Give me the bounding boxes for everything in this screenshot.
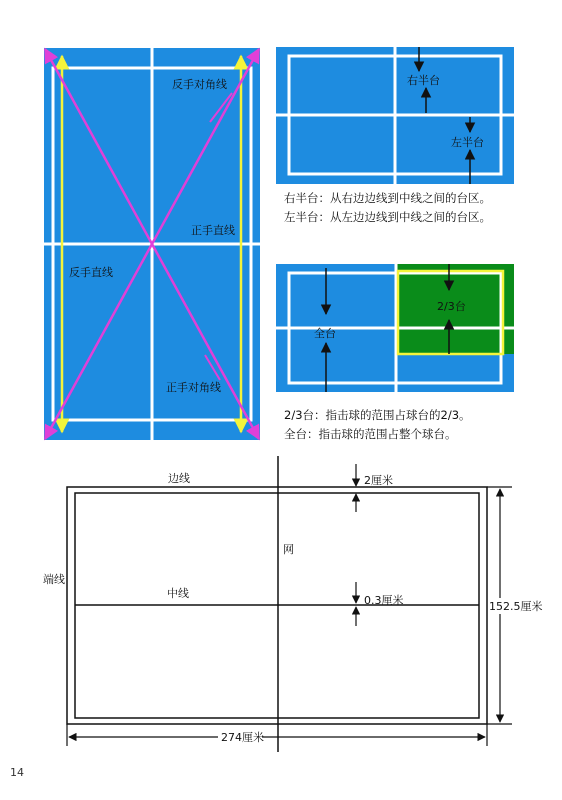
half-table-diagram xyxy=(276,47,514,184)
table-area-diagram xyxy=(276,264,514,392)
label-left-half: 左半台 xyxy=(451,136,484,149)
label-full-table: 全台 xyxy=(314,327,336,340)
label-table-length: 274厘米 xyxy=(221,731,264,744)
half-table-caption xyxy=(284,189,491,227)
half-table-caption-line-2: 左半台：从左边边线到中线之间的台区。 xyxy=(284,210,491,224)
table-area-caption xyxy=(284,406,471,444)
half-table-caption-line-1: 右半台：从右边边线到中线之间的台区。 xyxy=(284,191,491,205)
label-edge-width: 2厘米 xyxy=(364,474,393,487)
label-end-line: 端线 xyxy=(43,573,65,586)
label-right-half: 右半台 xyxy=(407,74,440,87)
table-area-caption-line-1: 2/3台：指击球的范围占球台的2/3。 xyxy=(284,408,471,422)
label-two-thirds: 2/3台 xyxy=(437,300,466,313)
court-stroke-diagram xyxy=(44,48,260,440)
table-area-caption-line-2: 全台：指击球的范围占整个球台。 xyxy=(284,427,457,441)
label-backhand-diagonal: 反手对角线 xyxy=(172,78,227,91)
label-net: 网 xyxy=(283,543,294,556)
label-forehand-straight: 正手直线 xyxy=(191,224,235,237)
label-backhand-straight: 反手直线 xyxy=(69,266,113,279)
label-center-line: 中线 xyxy=(167,587,189,600)
dimension-diagram xyxy=(43,456,543,752)
label-center-line-width: 0.3厘米 xyxy=(364,594,404,607)
label-table-width: 152.5厘米 xyxy=(489,600,543,613)
label-forehand-diagonal: 正手对角线 xyxy=(166,381,221,394)
label-side-line: 边线 xyxy=(168,472,190,485)
page-number: 14 xyxy=(10,766,24,779)
